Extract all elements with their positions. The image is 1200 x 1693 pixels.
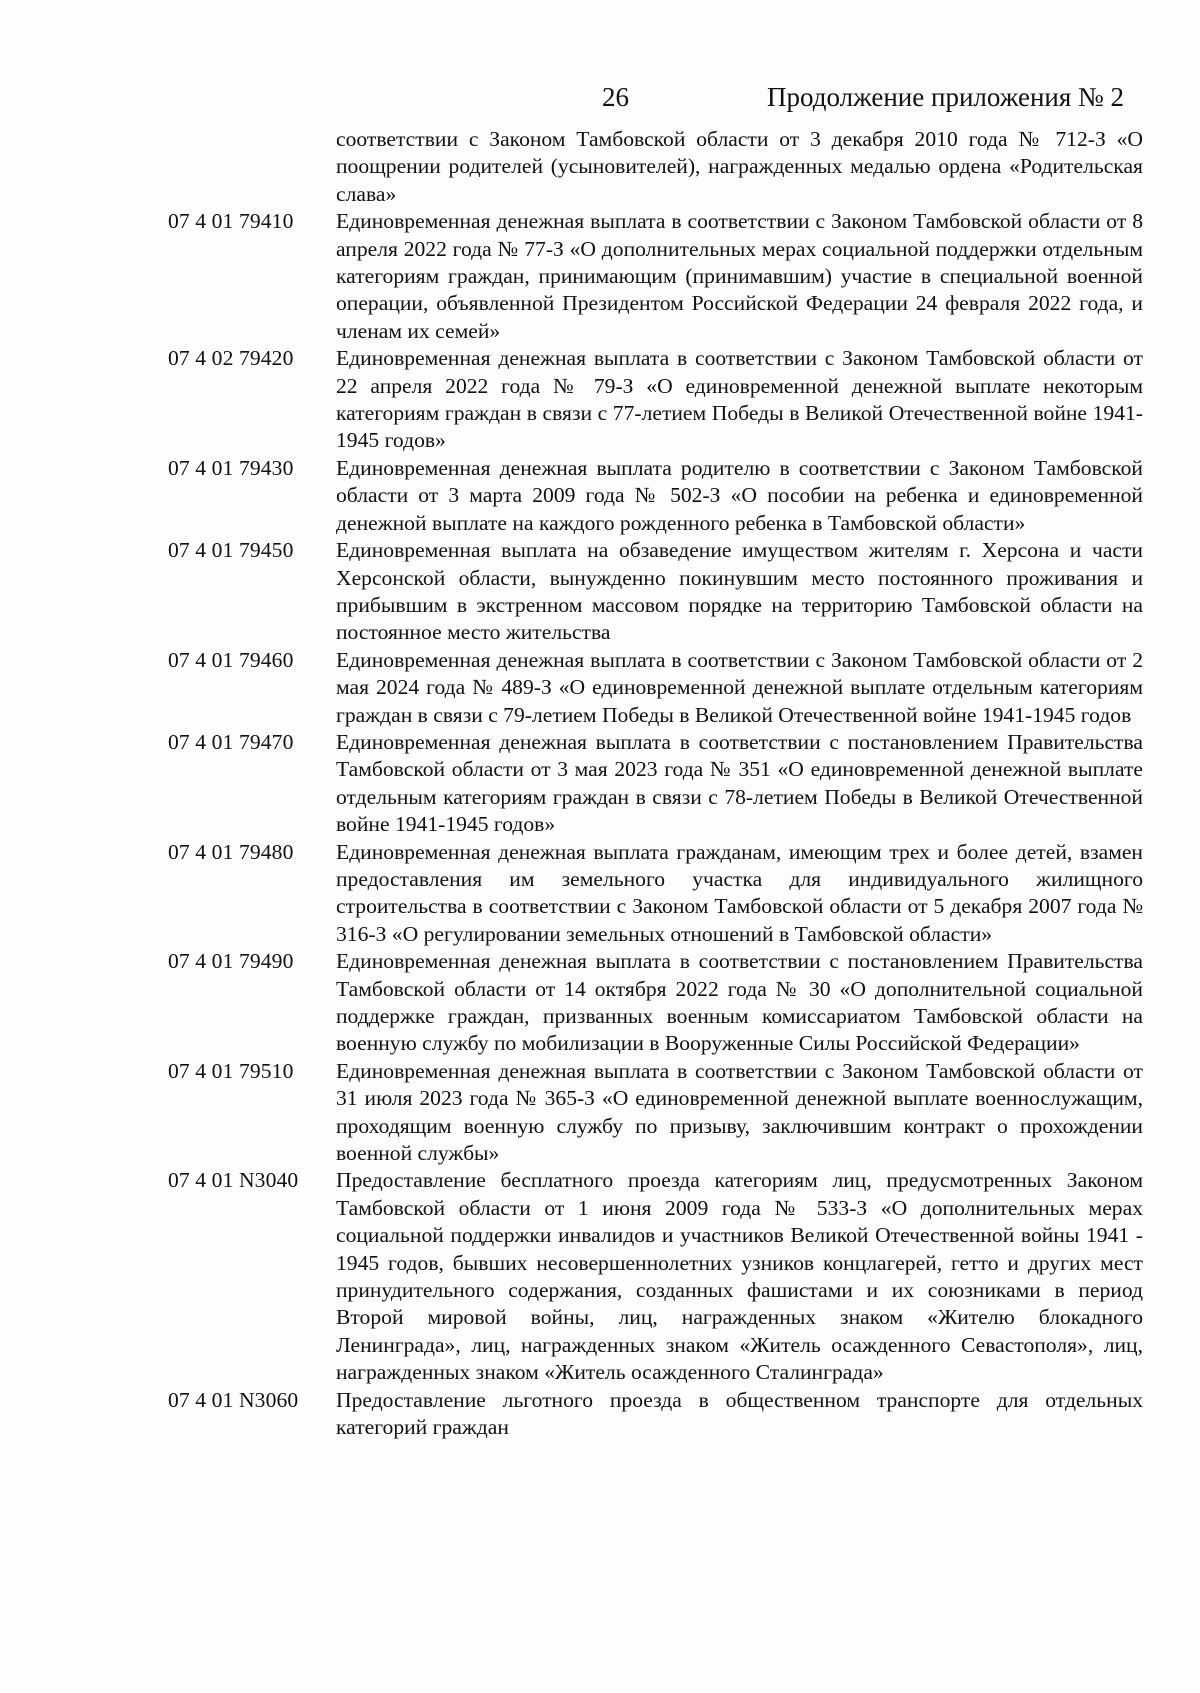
page-number: 26 bbox=[602, 82, 629, 112]
list-entry bbox=[168, 948, 1143, 1058]
list-entry bbox=[168, 647, 1143, 729]
entry-description: Единовременная денежная выплата в соответствии с постановлением Правительства Тамбовской области от 3 мая 2023 года № 351 «О единовременной денежной выплате отдельным категориям граждан в связи с 78-летием Победы в Великой Отечественной войне 1941-1945 годов» bbox=[336, 729, 1143, 837]
classification-code: 07 4 01 79410 bbox=[168, 209, 294, 234]
budget-classification-list bbox=[168, 126, 1143, 1442]
entry-description: Предоставление бесплатного проезда категориям лиц, предусмотренных Законом Тамбовской области от 1 июня 2009 года № 533-З «О дополнительных мерах социальной поддержки инвалидов и участников Великой Отечественной войны 1941 - 1945 годов, бывших несовершеннолетних узников концлагерей, гетто и других мест принудительного содержания, созданных фашистами и их союзниками в период Второй мировой войны, лиц, награжденных знаком «Жителю блокадного Ленинграда», лиц, награжденных знаком «Житель осажденного Севастополя», лиц, награжденных знаком «Житель осажденного Сталинграда» bbox=[336, 1168, 1143, 1385]
list-entry bbox=[168, 126, 1143, 208]
entry-description: Единовременная денежная выплата родителю в соответствии с Законом Тамбовской области от 3 марта 2009 года № 502-З «О пособии на ребенка и единовременной денежной выплате на каждого рожденного ребенка в Тамбовской области» bbox=[336, 455, 1143, 535]
page-header bbox=[0, 82, 1200, 122]
classification-code: 07 4 01 79450 bbox=[168, 538, 294, 563]
list-entry bbox=[168, 839, 1143, 949]
classification-code: 07 4 01 79490 bbox=[168, 949, 294, 974]
entry-description: Единовременная денежная выплата в соответствии с постановлением Правительства Тамбовской области от 14 октября 2022 года № 30 «О дополнительной социальной поддержке граждан, призванных военным комиссариатом Тамбовской области на военную службу по мобилизации в Вооруженные Силы Российской Федерации» bbox=[336, 949, 1143, 1056]
entry-description: Единовременная денежная выплата в соответствии с Законом Тамбовской области от 8 апреля 2022 года № 77-З «О дополнительных мерах социальной поддержки отдельным категориям граждан, принимающим (принимавшим) участие в специальной военной операции, объявленной Президентом Российской Федерации 24 февраля 2022 года, и членам их семей» bbox=[336, 209, 1143, 343]
entry-description: Единовременная денежная выплата в соответствии с Законом Тамбовской области от 31 июля 2023 года № 365-З «О единовременной денежной выплате военнослужащим, проходящим военную службу по призыву, заключившим контракт о прохождении военной службы» bbox=[336, 1058, 1143, 1166]
classification-code: 07 4 01 79470 bbox=[168, 729, 294, 754]
appendix-continuation-title: Продолжение приложения № 2 bbox=[767, 82, 1125, 112]
classification-code: 07 4 01 79480 bbox=[168, 839, 294, 864]
entry-description: Единовременная денежная выплата гражданам, имеющим трех и более детей, взамен предоставления им земельного участка для индивидуального жилищного строительства в соответствии с Законом Тамбовской области от 5 декабря 2007 года № 316-З «О регулировании земельных отношений в Тамбовской области» bbox=[336, 839, 1143, 946]
list-entry bbox=[168, 345, 1143, 455]
classification-code: 07 4 02 79420 bbox=[168, 346, 294, 371]
classification-code: 07 4 01 79430 bbox=[168, 455, 294, 480]
entry-description: Единовременная выплата на обзаведение имуществом жителям г. Херсона и части Херсонской области, вынужденно покинувшим место постоянного проживания и прибывшим в экстренном массовом порядке на территорию Тамбовской области на постоянное место жительства bbox=[336, 538, 1143, 645]
classification-code: 07 4 01 79460 bbox=[168, 647, 294, 672]
entry-description: Единовременная денежная выплата в соответствии с Законом Тамбовской области от 22 апреля 2022 года № 79-З «О единовременной денежной выплате некоторым категориям граждан в связи с 77-летием Победы в Великой Отечественной войне 1941-1945 годов» bbox=[336, 346, 1143, 453]
classification-code: 07 4 01 79510 bbox=[168, 1058, 294, 1083]
list-entry bbox=[168, 455, 1143, 537]
list-entry bbox=[168, 729, 1143, 839]
list-entry bbox=[168, 1387, 1143, 1442]
classification-code: 07 4 01 N3060 bbox=[168, 1387, 299, 1412]
list-entry bbox=[168, 537, 1143, 647]
entry-description: Предоставление льготного проезда в общественном транспорте для отдельных категорий граждан bbox=[336, 1387, 1143, 1440]
entry-description: соответствии с Законом Тамбовской области от 3 декабря 2010 года № 712-З «О поощрении родителей (усыновителей), награжденных медалью ордена «Родительская слава» bbox=[336, 127, 1143, 206]
entry-description: Единовременная денежная выплата в соответствии с Законом Тамбовской области от 2 мая 2024 года № 489-З «О единовременной денежной выплате отдельным категориям граждан в связи с 79-летием Победы в Великой Отечественной войне 1941-1945 годов bbox=[336, 647, 1143, 727]
list-entry bbox=[168, 1167, 1143, 1386]
list-entry bbox=[168, 1058, 1143, 1168]
list-entry bbox=[168, 208, 1143, 345]
classification-code: 07 4 01 N3040 bbox=[168, 1168, 299, 1193]
